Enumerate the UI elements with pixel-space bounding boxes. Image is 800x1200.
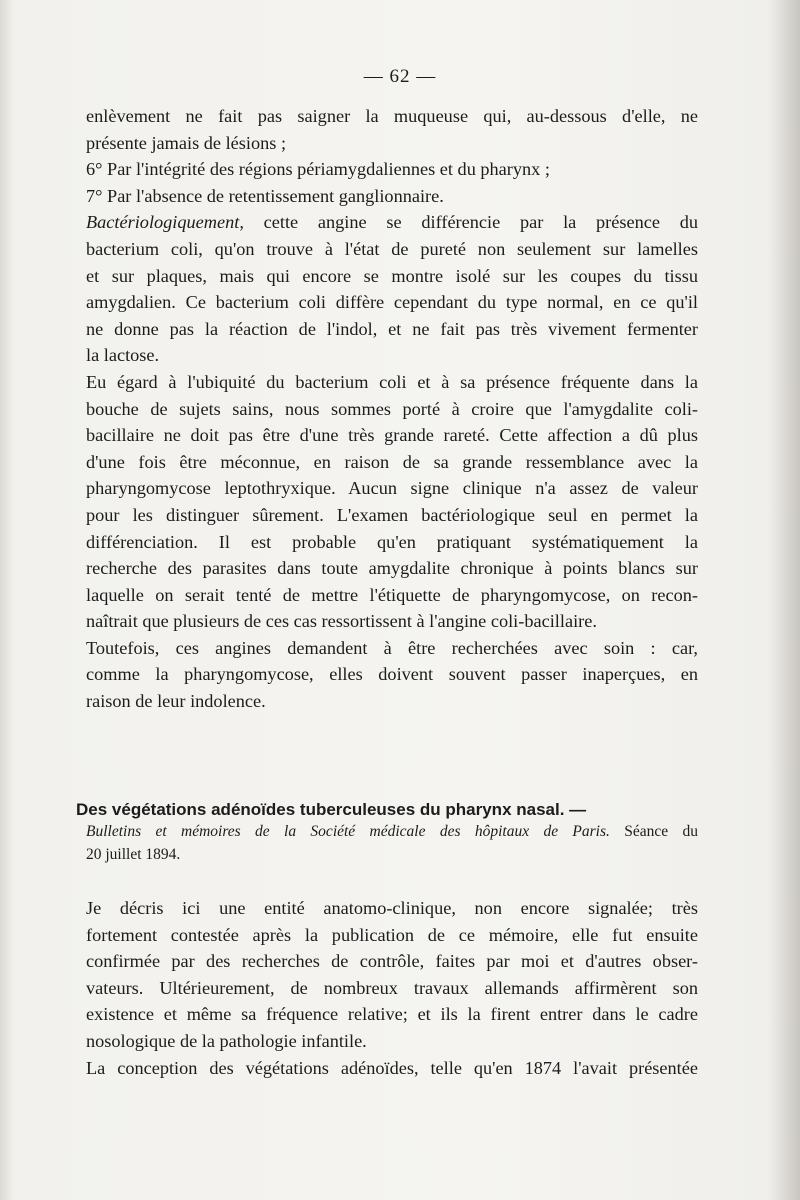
text-line: pharyngomycose leptothryxique. Aucun signe clinique n'a assez de valeur (86, 478, 698, 499)
text-line: la lactose. (86, 345, 160, 366)
text-line: laquelle on serait tenté de mettre l'étiquette de pharyngomycose, on recon- (86, 584, 698, 605)
text-line: comme la pharyngomycose, elles doivent souvent passer inaperçues, en (86, 664, 698, 685)
body-text-top (86, 103, 698, 715)
text-line: et sur plaques, mais qui encore se montre isolé sur les coupes du tissu (86, 265, 698, 286)
italic-term: Bactériologiquement, (86, 212, 244, 233)
paragraph-removal (86, 103, 698, 156)
text-line: raison de leur indolence. (86, 691, 266, 712)
citation-journal: Bulletins et mémoires de la Société médicale des hôpitaux de Paris. (86, 823, 610, 840)
page-number: — 62 — (363, 66, 437, 87)
text-line (86, 209, 698, 236)
text-line: différenciation. Il est probable qu'en pratiquant systématiquement la (86, 531, 698, 552)
text-line: recherche des parasites dans toute amygdalite chronique à points blancs sur (86, 558, 698, 579)
text-line: bouche de sujets sains, nous sommes porté à croire que l'amygdalite coli- (86, 398, 698, 419)
text-line: Eu égard à l'ubiquité du bacterium coli et à sa présence fréquente dans la (86, 371, 698, 392)
text-line: pour les distinguer sûrement. L'examen bactériologique seul en permet la (86, 504, 698, 525)
body-text-bottom (86, 895, 698, 1081)
citation-session: Séance du (609, 823, 699, 840)
text-line: amygdalien. Ce bacterium coli diffère cependant du type normal, en ce qu'il (86, 292, 698, 313)
text-line: présente jamais de lésions ; (86, 132, 287, 153)
paragraph-conception (86, 1055, 698, 1082)
paragraph-criterion-6 (86, 156, 698, 183)
section-heading: Des végétations adénoïdes tuberculeuses du pharynx nasal. — (76, 800, 587, 819)
text-line: bacillaire ne doit pas être d'une très grande rareté. Cette affection a dû plus (86, 425, 698, 446)
text-line: vateurs. Ultérieurement, de nombreux travaux allemands affirmèrent son (86, 977, 698, 998)
text-line: confirmée par des recherches de contrôle, faites par moi et d'autres obser- (86, 951, 698, 972)
text-line: bacterium coli, qu'on trouve à l'état de pureté non seulement sur lamelles (86, 238, 698, 259)
paragraph-entity (86, 895, 698, 1055)
text-line: Toutefois, ces angines demandent à être recherchées avec soin : car, (86, 637, 698, 658)
text-line: Je décris ici une entité anatomo-clinique, non encore signalée; très (86, 898, 698, 918)
paragraph-ubiquity (86, 369, 698, 635)
citation-line (86, 820, 698, 843)
section-citation (86, 820, 698, 866)
text-line: ne donne pas la réaction de l'indol, et ne fait pas très vivement fermenter (86, 318, 698, 339)
text-fragment: cette angine se différencie par la présence du (243, 212, 698, 233)
text-line: La conception des végétations adénoïdes, telle qu'en 1874 l'avait présentée (86, 1057, 698, 1078)
text-line: 7° Par l'absence de retentissement ganglionnaire. (86, 185, 444, 206)
paragraph-toutefois (86, 635, 698, 715)
text-line: fortement contestée après la publication de ce mémoire, elle fut ensuite (86, 924, 698, 945)
text-line: d'une fois être méconnue, en raison de sa grande ressemblance avec la (86, 451, 698, 472)
citation-date: 20 juillet 1894. (86, 846, 181, 863)
paragraph-criterion-7 (86, 183, 698, 210)
text-line: nosologique de la pathologie infantile. (86, 1030, 367, 1051)
text-line: enlèvement ne fait pas saigner la muqueuse qui, au-dessous d'elle, ne (86, 106, 698, 126)
text-line: existence et même sa fréquence relative; et ils la firent entrer dans le cadre (86, 1004, 698, 1025)
paragraph-bacteriology (86, 209, 698, 369)
text-line: naîtrait que plusieurs de ces cas ressortissent à l'angine coli-bacillaire. (86, 611, 597, 632)
text-line: 6° Par l'intégrité des régions périamygdaliennes et du pharynx ; (86, 159, 550, 180)
